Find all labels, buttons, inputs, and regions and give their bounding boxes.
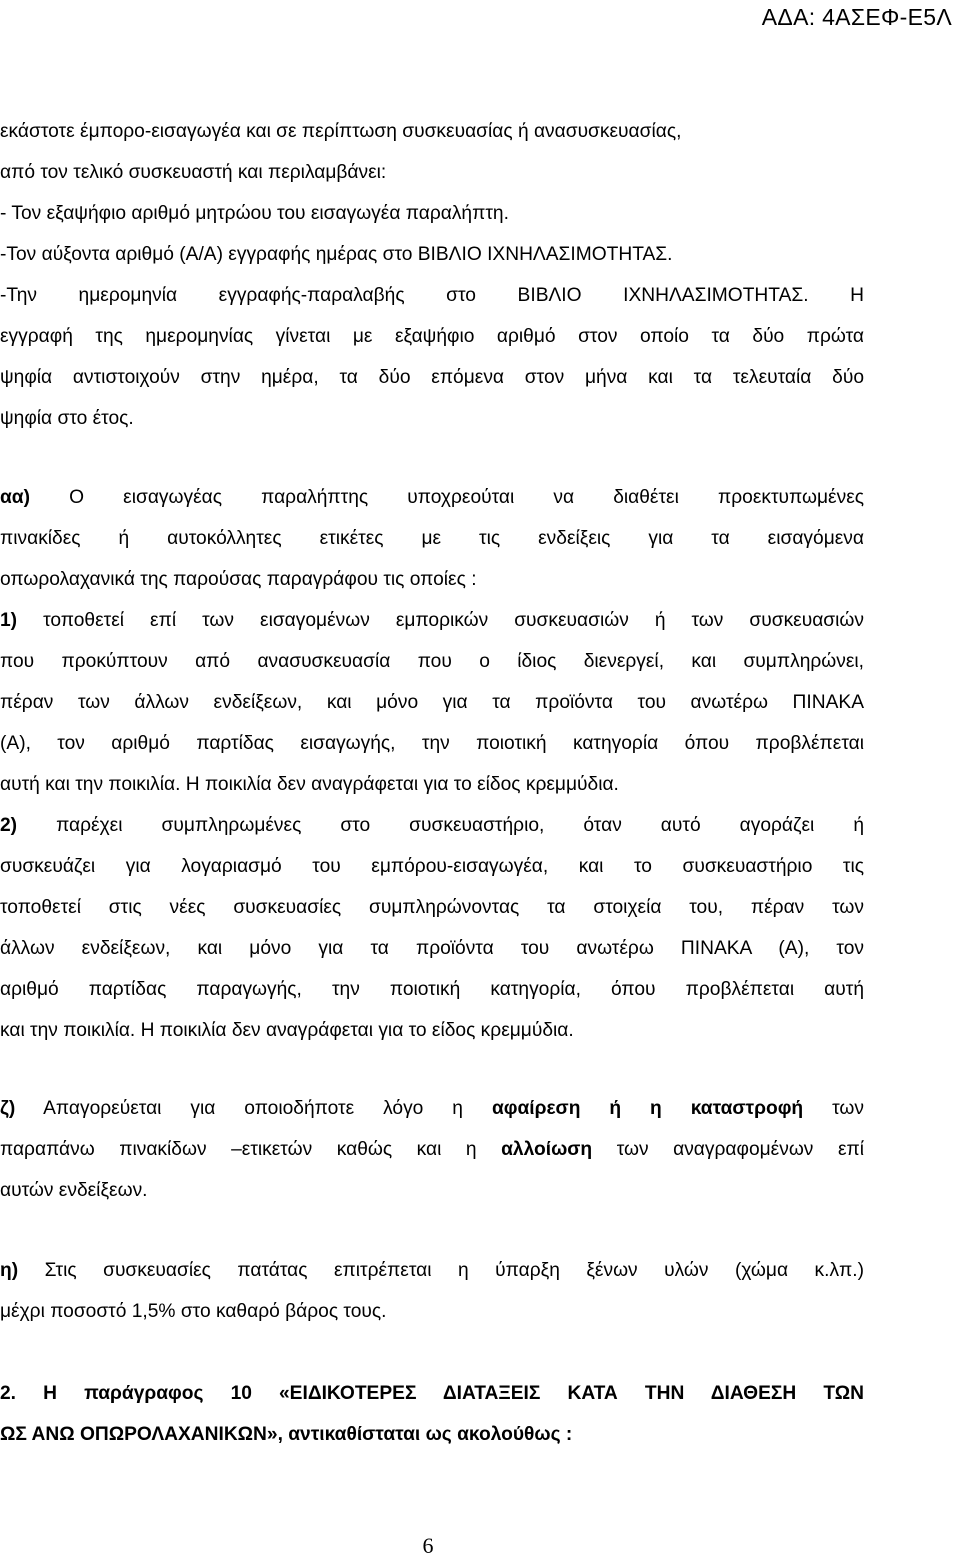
text-line: συσκευάζει για λογαριασμό του εμπόρου-εισαγωγέα, και το συσκευαστήριο τις bbox=[0, 856, 864, 877]
text-span: Ο εισαγωγέας παραλήπτης υποχρεούται να διαθέτει προεκτυπωμένες bbox=[29, 487, 864, 508]
item-label: 2) bbox=[0, 815, 18, 836]
text-span: Απαγορεύεται για οποιοδήποτε λόγο η bbox=[15, 1098, 492, 1119]
text-line: αυτή και την ποικιλία. Η ποικιλία δεν αναγράφεται για το είδος κρεμμύδια. bbox=[0, 774, 619, 795]
bold-phrase: αφαίρεση ή η καταστροφή bbox=[491, 1098, 804, 1119]
text-span: των αναγραφομένων επί bbox=[592, 1139, 864, 1160]
heading-line: 2. Η παράγραφος 10 «ΕΙΔΙΚΟΤΕΡΕΣ ΔΙΑΤΑΞΕΙΣ ΚΑΤΑ ΤΗΝ ΔΙΑΘΕΣΗ ΤΩΝ bbox=[0, 1383, 864, 1404]
text-line: πινακίδες ή αυτοκόλλητες ετικέτες με τις ενδείξεις για τα εισαγόμενα bbox=[0, 528, 864, 549]
paragraph-label-contents bbox=[0, 111, 864, 439]
text-line bbox=[0, 805, 864, 846]
text-line bbox=[0, 1250, 864, 1291]
text-span: παρέχει συμπληρωμένες στο συσκευαστήριο, όταν αυτό αγοράζει ή bbox=[17, 815, 864, 836]
text-line bbox=[0, 1129, 864, 1170]
text-line: που προκύπτουν από ανασυσκευασία που ο ίδιος διενεργεί, και συμπληρώνει, bbox=[0, 651, 864, 672]
text-line: από τον τελικό συσκευαστή και περιλαμβάνει: bbox=[0, 162, 387, 183]
text-span: τοποθετεί επί των εισαγομένων εμπορικών συσκευασιών ή των συσκευασιών bbox=[17, 610, 864, 631]
text-line bbox=[0, 1088, 864, 1129]
page-number: 6 bbox=[422, 1533, 434, 1558]
text-line: μέχρι ποσοστό 1,5% στο καθαρό βάρος τους. bbox=[0, 1301, 387, 1322]
text-line bbox=[0, 477, 864, 518]
text-line: -Την ημερομηνία εγγραφής-παραλαβής στο ΒΙΒΛΙΟ ΙΧΝΗΛΑΣΙΜΟΤΗΤΑΣ. Η bbox=[0, 285, 864, 306]
text-line: ψηφία αντιστοιχούν στην ημέρα, τα δύο επόμενα στον μήνα και τα τελευταία δύο bbox=[0, 367, 864, 388]
text-span: των bbox=[803, 1098, 865, 1119]
text-line: εκάστοτε έμπορο-εισαγωγέα και σε περίπτωση συσκευασίας ή ανασυσκευασίας, bbox=[0, 121, 682, 142]
text-line: εγγραφή της ημερομηνίας γίνεται με εξαψήφιο αριθμό στον οποίο τα δύο πρώτα bbox=[0, 326, 864, 347]
text-line: αριθμό παρτίδας παραγωγής, την ποιοτική κατηγορία, όπου προβλέπεται αυτή bbox=[0, 979, 864, 1000]
text-line: ψηφία στο έτος. bbox=[0, 408, 134, 429]
text-line: άλλων ενδείξεων, και μόνο για τα προϊόντα του ανωτέρω ΠΙΝΑΚΑ (Α), τον bbox=[0, 938, 864, 959]
bold-phrase: αλλοίωση bbox=[501, 1139, 593, 1160]
text-line: (Α), τον αριθμό παρτίδας εισαγωγής, την ποιοτική κατηγορία όπου προβλέπεται bbox=[0, 733, 864, 754]
text-line: -Τον αύξοντα αριθμό (Α/Α) εγγραφής ημέρας στο ΒΙΒΛΙΟ ΙΧΝΗΛΑΣΙΜΟΤΗΤΑΣ. bbox=[0, 244, 673, 265]
item-label: η) bbox=[0, 1260, 19, 1281]
section-2-heading bbox=[0, 1373, 864, 1455]
text-line bbox=[0, 600, 864, 641]
paragraph-aa bbox=[0, 477, 864, 1051]
text-line: αυτών ενδείξεων. bbox=[0, 1180, 148, 1201]
item-label: αα) bbox=[0, 487, 30, 508]
text-span: Στις συσκευασίες πατάτας επιτρέπεται η ύπαρξη ξένων υλών (χώμα κ.λπ.) bbox=[18, 1260, 864, 1281]
text-line: πέραν των άλλων ενδείξεων, και μόνο για τα προϊόντα του ανωτέρω ΠΙΝΑΚΑ bbox=[0, 692, 864, 713]
text-line: - Τον εξαψήφιο αριθμό μητρώου του εισαγωγέα παραλήπτη. bbox=[0, 203, 509, 224]
paragraph-h bbox=[0, 1250, 864, 1332]
text-line: οπωρολαχανικά της παρούσας παραγράφου τις οποίες : bbox=[0, 569, 477, 590]
document-reference-code: ΑΔΑ: 4ΑΣΕΦ-Ε5Λ bbox=[761, 4, 952, 30]
heading-line: ΩΣ ΑΝΩ ΟΠΩΡΟΛΑΧΑΝΙΚΩΝ», αντικαθίσταται ως ακολούθως : bbox=[0, 1424, 573, 1445]
text-line: τοποθετεί στις νέες συσκευασίες συμπληρώνοντας τα στοιχεία του, πέραν των bbox=[0, 897, 864, 918]
item-label: ζ) bbox=[0, 1098, 16, 1119]
text-span: παραπάνω πινακίδων –ετικετών καθώς και η bbox=[0, 1139, 502, 1160]
item-label: 1) bbox=[0, 610, 18, 631]
text-line: και την ποικιλία. Η ποικιλία δεν αναγράφεται για το είδος κρεμμύδια. bbox=[0, 1020, 574, 1041]
paragraph-z bbox=[0, 1088, 864, 1211]
